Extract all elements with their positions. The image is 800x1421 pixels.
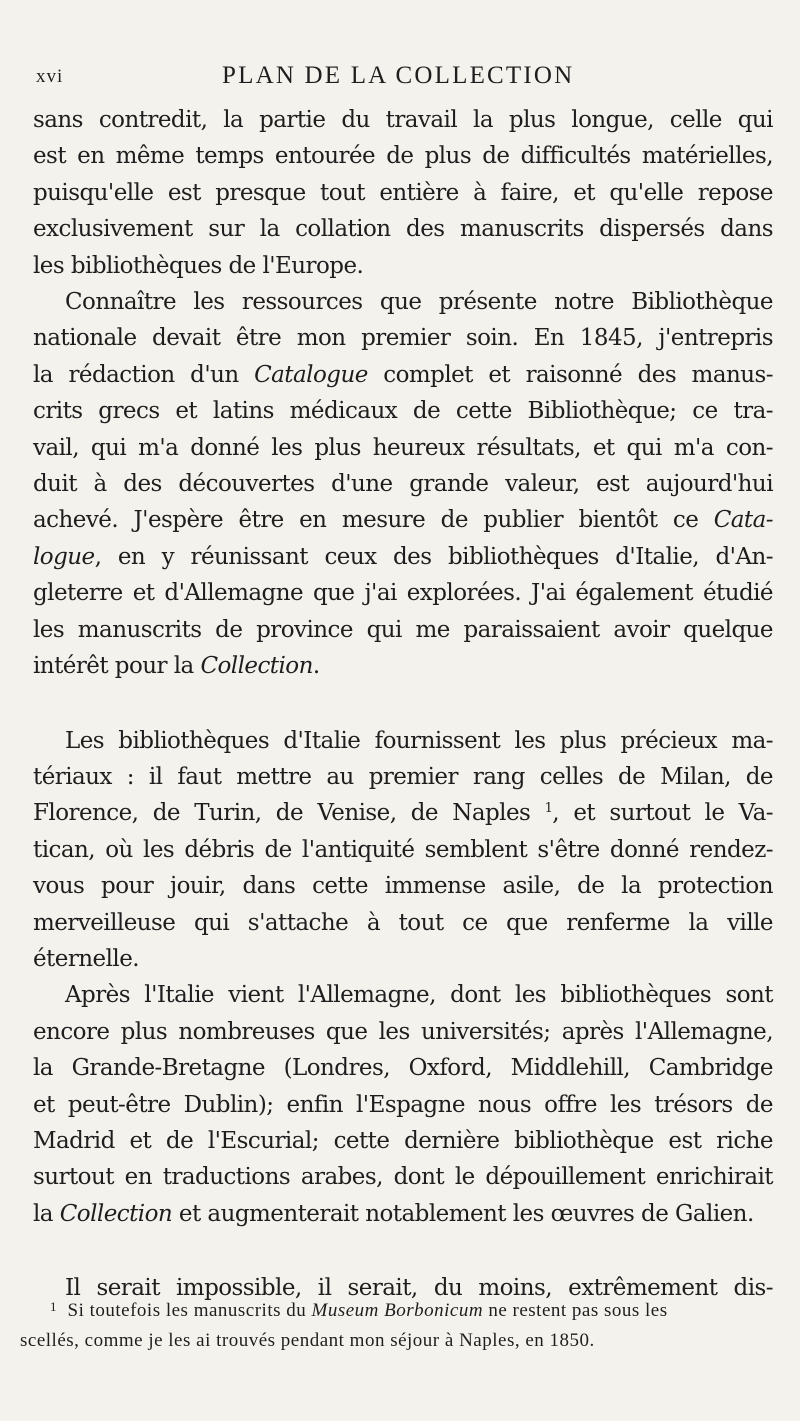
text-line: vail, qui m'a donné les plus heureux résultats, et qui m'a con- xyxy=(33,434,773,461)
text-line: les bibliothèques de l'Europe. xyxy=(33,252,364,279)
text-line: crits grecs et latins médicaux de cette Bibliothèque; ce tra- xyxy=(33,398,773,425)
text-line: puisqu'elle est presque tout entière à faire, et qu'elle repose xyxy=(33,179,773,206)
text-line: la Collection et augmenterait notablement les œuvres de Galien. xyxy=(33,1200,754,1227)
text-line: les manuscrits de province qui me paraissaient avoir quelque xyxy=(33,616,773,643)
text-line: Après l'Italie vient l'Allemagne, dont les bibliothèques sont xyxy=(65,982,773,1009)
section-gap xyxy=(33,685,773,723)
footnote xyxy=(20,1296,775,1356)
text-line: la Grande-Bretagne (Londres, Oxford, Middlehill, Cambridge xyxy=(33,1055,773,1082)
paragraph xyxy=(33,977,773,1232)
page-number: xvi xyxy=(36,66,64,87)
text-line: tériaux : il faut mettre au premier rang celles de Milan, de xyxy=(33,763,773,790)
footnote-line: $^1$ Si toutefois les manuscrits du Museum Borbonicum ne restent pas sous les xyxy=(50,1299,668,1321)
text-line: exclusivement sur la collation des manuscrits dispersés dans xyxy=(33,216,773,243)
text-line: sans contredit, la partie du travail la plus longue, celle qui xyxy=(33,107,773,133)
paragraph xyxy=(33,102,773,284)
text-line: la rédaction d'un Catalogue complet et raisonné des manus- xyxy=(33,361,773,388)
text-line: Connaître les ressources que présente notre Bibliothèque xyxy=(65,289,773,316)
footnote-line: scellés, comme je les ai trouvés pendant mon séjour à Naples, en 1850. xyxy=(20,1330,595,1351)
text-line: logue, en y réunissant ceux des bibliothèques d'Italie, d'An- xyxy=(33,543,773,570)
paragraph xyxy=(33,723,773,978)
section-gap xyxy=(33,1232,773,1270)
text-line: nationale devait être mon premier soin. En 1845, j'entrepris xyxy=(33,325,773,352)
text-line: est en même temps entourée de plus de difficultés matérielles, xyxy=(33,143,773,170)
text-line: Il serait impossible, il serait, du moins, extrêmement dis- xyxy=(65,1275,773,1302)
text-line: tican, où les débris de l'antiquité semblent s'être donné rendez- xyxy=(33,836,773,863)
body-text xyxy=(33,102,773,1307)
running-head xyxy=(0,62,800,92)
paragraph xyxy=(33,284,773,684)
text-line: achevé. J'espère être en mesure de publier bientôt ce Cata- xyxy=(33,507,773,534)
text-line: intérêt pour la Collection. xyxy=(33,653,320,680)
text-line: encore plus nombreuses que les universités; après l'Allemagne, xyxy=(33,1018,773,1045)
text-line: Les bibliothèques d'Italie fournissent les plus précieux ma- xyxy=(65,727,773,754)
text-line: vous pour jouir, dans cette immense asile, de la protection xyxy=(33,873,773,900)
text-line: éternelle. xyxy=(33,945,140,972)
text-line: et peut-être Dublin); enfin l'Espagne nous offre les trésors de xyxy=(33,1091,773,1118)
footnote-marker: 1 xyxy=(50,1299,57,1314)
text-line: Florence, de Turin, de Venise, de Naples $^1$, et surtout le Va- xyxy=(33,800,774,827)
footnote-marker: 1 xyxy=(544,801,553,817)
text-line: gleterre et d'Allemagne que j'ai explorées. J'ai également étudié xyxy=(33,580,773,607)
running-title: PLAN DE LA COLLECTION xyxy=(222,62,575,89)
text-line: Madrid et de l'Escurial; cette dernière bibliothèque est riche xyxy=(33,1127,773,1154)
text-line: merveilleuse qui s'attache à tout ce que renferme la ville xyxy=(33,909,773,936)
text-line: duit à des découvertes d'une grande valeur, est aujourd'hui xyxy=(33,471,773,498)
text-line: surtout en traductions arabes, dont le dépouillement enrichirait xyxy=(33,1164,773,1191)
